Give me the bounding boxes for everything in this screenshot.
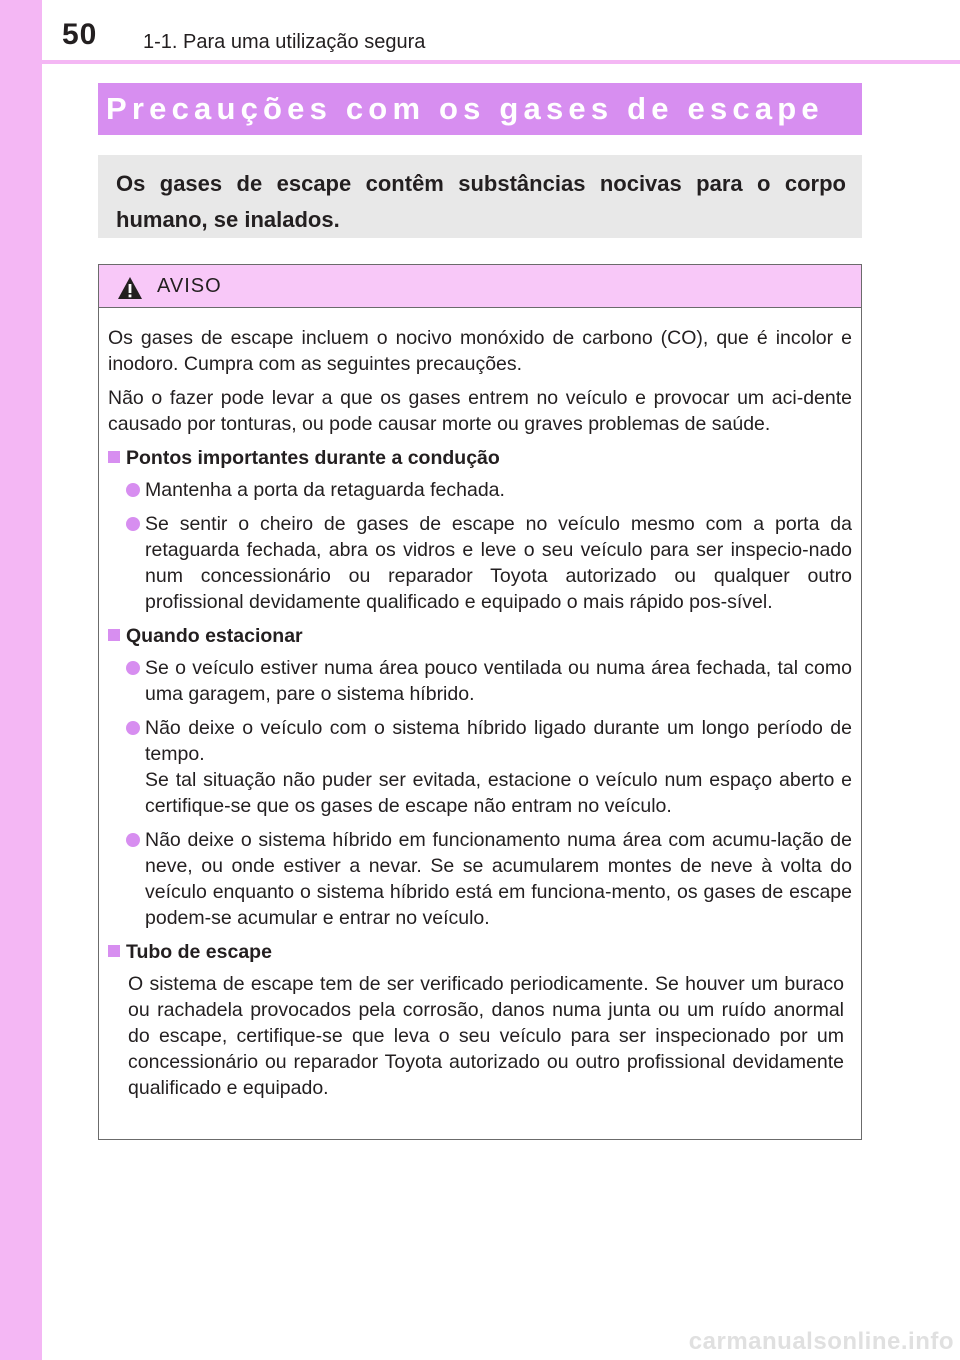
dot-icon	[126, 721, 140, 735]
bullet-text	[145, 715, 852, 819]
bullet-text-continuation: Se tal situação não puder ser evitada, estacione o veículo num espaço aberto e certifique-se que os gases de escape não entram no veículo.	[145, 769, 852, 817]
watermark: carmanualsonline.info	[688, 1328, 954, 1355]
subhead-exhaust-pipe	[108, 939, 852, 965]
warning-box	[98, 264, 862, 1140]
bullet-text: Mantenha a porta da retaguarda fechada.	[145, 479, 505, 501]
subhead-driving	[108, 445, 852, 471]
dot-icon	[126, 661, 140, 675]
section-title: Precauções com os gases de escape	[106, 91, 824, 126]
section-title-bar	[98, 83, 862, 135]
bullet-text: Se sentir o cheiro de gases de escape no veículo mesmo com a porta da retaguarda fechada, abra os vidros e leve o seu veículo para ser inspecio-nado num concessionário ou reparador Toyota autorizado ou qualquer outro profissional devidamente qualificado e equipado o mais rápido pos-sível.	[145, 513, 852, 613]
bullet-item	[126, 827, 852, 931]
warning-label: AVISO	[157, 275, 222, 297]
square-icon	[108, 451, 120, 463]
warning-header	[99, 265, 861, 308]
bullet-text: Não deixe o sistema híbrido em funcionamento numa área com acumu-lação de neve, ou onde estiver a nevar. Se se acumularem montes de neve à volta do veículo enquanto o sistema híbrido está em funciona-mento, os gases de escape podem-se acumular e entrar no veículo.	[145, 829, 852, 929]
bullet-item	[126, 511, 852, 615]
warning-paragraph-2: Não o fazer pode levar a que os gases entrem no veículo e provocar um aci-dente causado por tonturas, ou pode causar morte ou graves problemas de saúde.	[108, 387, 852, 435]
subhead-exhaust-pipe-label: Tubo de escape	[126, 941, 272, 963]
bullet-item	[126, 715, 852, 819]
intro-box	[98, 155, 862, 238]
dot-icon	[126, 833, 140, 847]
dot-icon	[126, 517, 140, 531]
subhead-parking	[108, 623, 852, 649]
exhaust-pipe-text: O sistema de escape tem de ser verificado periodicamente. Se houver um buraco ou rachadela provocados pela corrosão, danos numa junta ou um ruído anormal do escape, certifique-se que leva o seu veículo para ser inspecionado por um concessionário ou reparador Toyota autorizado ou outro profissional devidamente qualificado e equipado.	[128, 973, 844, 1099]
header-rule	[42, 60, 960, 64]
square-icon	[108, 629, 120, 641]
subhead-parking-label: Quando estacionar	[126, 625, 303, 647]
warning-body	[99, 308, 861, 1101]
bullet-item	[126, 655, 852, 707]
left-color-strip	[0, 0, 42, 1360]
intro-text: Os gases de escape contêm substâncias nocivas para o corpo humano, se inalados.	[116, 171, 846, 232]
warning-triangle-icon	[117, 276, 143, 300]
warning-paragraph-1: Os gases de escape incluem o nocivo monóxido de carbono (CO), que é incolor e inodoro. Cumpra com as seguintes precauções.	[108, 327, 852, 375]
bullet-text: Se o veículo estiver numa área pouco ventilada ou numa área fechada, tal como uma garagem, pare o sistema híbrido.	[145, 657, 852, 705]
page-number: 50	[62, 18, 98, 51]
chapter-title: 1-1. Para uma utilização segura	[143, 31, 426, 53]
bullet-text-line: Não deixe o veículo com o sistema híbrido ligado durante um longo período de tempo.	[145, 717, 852, 765]
dot-icon	[126, 483, 140, 497]
subhead-driving-label: Pontos importantes durante a condução	[126, 447, 500, 469]
bullet-item	[126, 477, 852, 503]
square-icon	[108, 945, 120, 957]
